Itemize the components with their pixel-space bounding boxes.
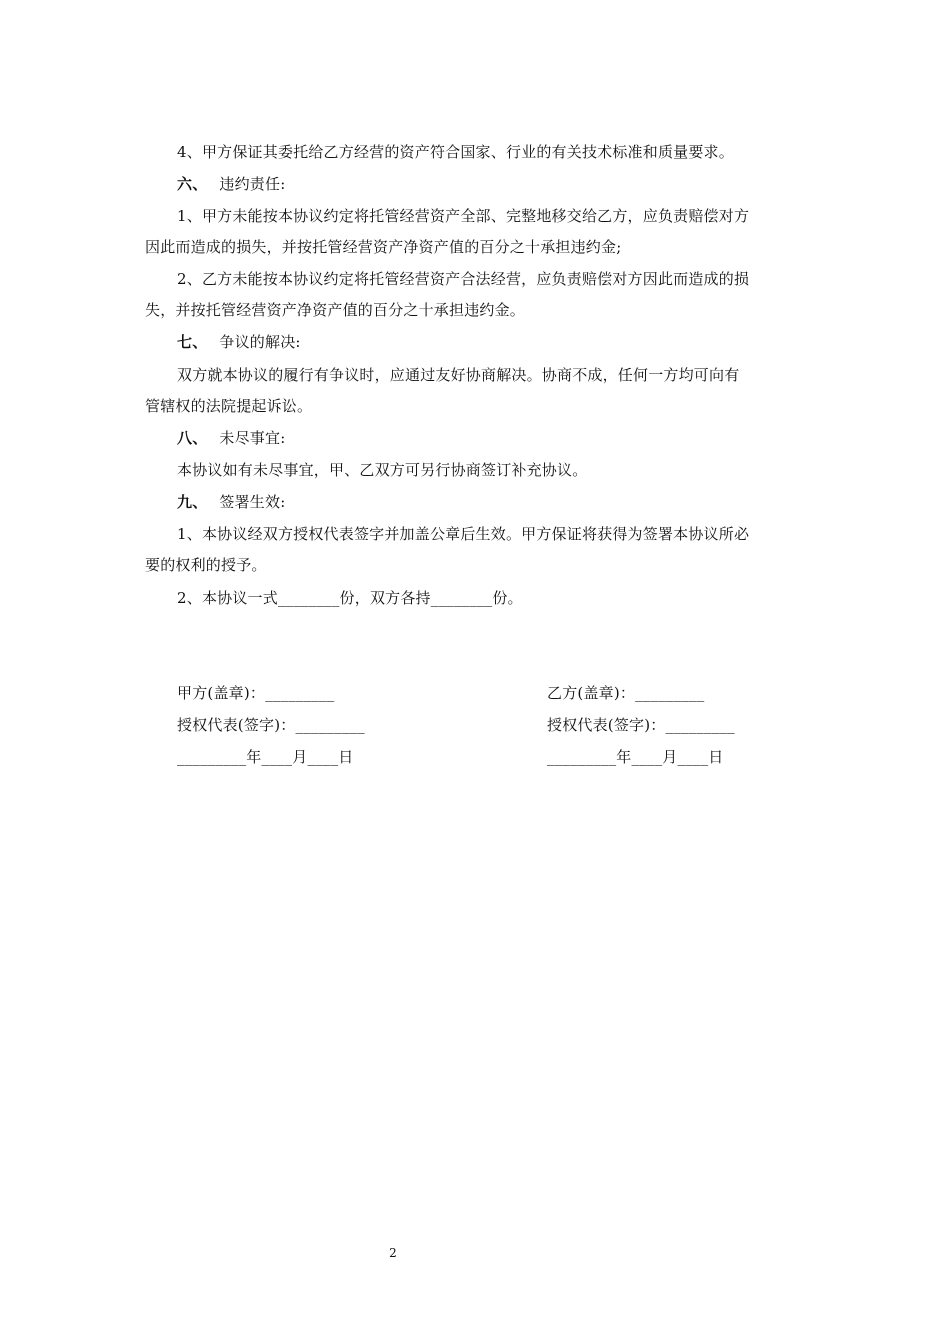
section-9-item2-line1: 2、本协议一式________份，双方各持________份。	[177, 589, 523, 607]
party-b-seal: 乙方(盖章)：_________	[547, 684, 705, 702]
section-8-title: 未尽事宜:	[219, 429, 286, 447]
party-a-rep: 授权代表(签字)：_________	[177, 716, 365, 734]
section-7-title: 争议的解决:	[219, 333, 301, 351]
party-b-date: _________年____月____日	[547, 748, 724, 766]
section-7-number: 七、	[177, 333, 208, 351]
section-9-item1-line2: 要的权利的授予。	[145, 556, 267, 574]
section-6-item1-line1: 1、甲方未能按本协议约定将托管经营资产全部、完整地移交给乙方，应负责赔偿对方	[177, 207, 750, 225]
section-8-text-line1: 本协议如有未尽事宜，甲、乙双方可另行协商签订补充协议。	[177, 461, 588, 479]
section-7-text-line2: 管辖权的法院提起诉讼。	[145, 397, 313, 415]
clause-5-4: 4、甲方保证其委托给乙方经营的资产符合国家、行业的有关技术标准和质量要求。	[177, 143, 734, 161]
section-9-item1-line1: 1、本协议经双方授权代表签字并加盖公章后生效。甲方保证将获得为签署本协议所必	[177, 525, 750, 543]
section-9-heading	[177, 491, 285, 513]
section-6-heading	[177, 173, 285, 195]
section-9-number: 九、	[177, 493, 208, 511]
section-6-title: 违约责任:	[219, 175, 286, 193]
section-7-text-line1: 双方就本协议的履行有争议时，应通过友好协商解决。协商不成，任何一方均可向有	[177, 366, 740, 384]
section-8-number: 八、	[177, 429, 208, 447]
section-6-item2-line1: 2、乙方未能按本协议约定将托管经营资产合法经营，应负责赔偿对方因此而造成的损	[177, 270, 750, 288]
party-a-date: _________年____月____日	[177, 748, 354, 766]
section-6-item2-line2: 失，并按托管经营资产净资产值的百分之十承担违约金。	[145, 301, 526, 319]
section-6-item1-line2: 因此而造成的损失，并按托管经营资产净资产值的百分之十承担违约金;	[145, 238, 622, 256]
page-number: 2	[389, 1246, 397, 1260]
section-8-heading	[177, 427, 285, 449]
section-9-title: 签署生效:	[219, 493, 286, 511]
section-7-heading	[177, 331, 301, 353]
section-6-number: 六、	[177, 175, 208, 193]
party-a-seal: 甲方(盖章)：_________	[177, 684, 335, 702]
party-b-rep: 授权代表(签字)：_________	[547, 716, 735, 734]
